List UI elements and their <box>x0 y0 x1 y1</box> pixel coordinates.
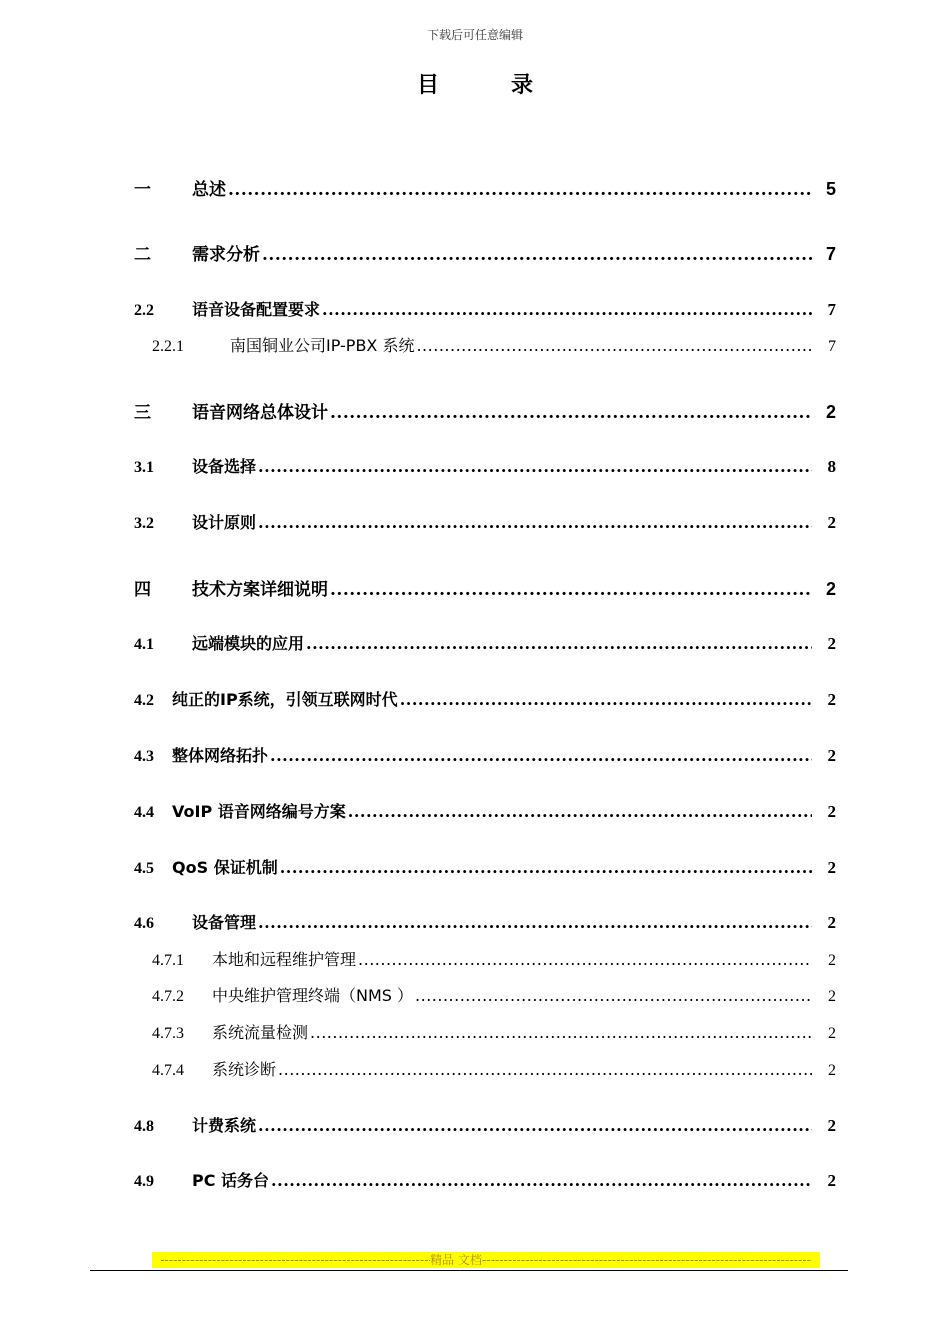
toc-entry-page: 2 <box>827 802 836 821</box>
toc-entry-page: 7 <box>825 244 836 264</box>
toc-entry-subsection-4-7-4[interactable] <box>152 1057 836 1083</box>
toc-leader-dots <box>348 802 812 821</box>
toc-entry-section-3-2[interactable] <box>134 510 836 536</box>
toc-entry-chapter-1[interactable] <box>134 175 836 201</box>
toc-entry-page: 7 <box>828 338 836 355</box>
toc-entry-page: 5 <box>825 179 836 199</box>
toc-entry-number: 四 <box>134 580 151 600</box>
footer-dash-right <box>482 1252 812 1268</box>
footer-rule <box>90 1270 848 1271</box>
toc-leader-dots <box>400 690 812 709</box>
toc-entry-number: 4.7.2 <box>152 988 184 1005</box>
toc-leader-dots <box>415 986 812 1005</box>
toc-entry-text: PC 话务台 <box>192 1171 270 1190</box>
toc-entry-page: 8 <box>827 457 836 476</box>
toc-entry-text: 本地和远程维护管理 <box>212 950 357 969</box>
toc-entry-section-4-3[interactable] <box>134 743 836 769</box>
toc-entry-text: 南国铜业公司IP-PBX 系统 <box>230 336 415 355</box>
toc-leader-dots <box>270 746 812 765</box>
toc-entry-page: 2 <box>827 746 836 765</box>
toc-leader-dots <box>280 858 812 877</box>
toc-entry-subsection-4-7-2[interactable] <box>152 983 836 1009</box>
footer-dash-left <box>160 1252 430 1268</box>
toc-entry-page: 2 <box>828 952 836 969</box>
toc-entry-number: 2.2 <box>134 302 154 319</box>
toc-entry-section-3-1[interactable] <box>134 454 836 480</box>
toc-entry-chapter-2[interactable] <box>134 240 836 266</box>
toc-leader-dots <box>358 950 812 969</box>
toc-entry-number: 4.5 <box>134 860 154 877</box>
toc-entry-text: 系统诊断 <box>212 1060 277 1079</box>
toc-entry-section-4-5[interactable] <box>134 855 836 881</box>
toc-entry-page: 2 <box>827 1171 836 1190</box>
toc-entry-number: 3.1 <box>134 459 154 476</box>
toc-leader-dots <box>322 300 812 319</box>
toc-entry-number: 3.2 <box>134 515 154 532</box>
toc-entry-text: 计费系统 <box>192 1116 257 1135</box>
toc-leader-dots <box>262 245 812 265</box>
toc-entry-text: 系统流量检测 <box>212 1023 309 1042</box>
toc-entry-chapter-3[interactable] <box>134 398 836 424</box>
toc-entry-number: 一 <box>134 180 151 200</box>
toc-entry-number: 4.2 <box>134 692 154 709</box>
toc-entry-page: 2 <box>825 579 836 599</box>
toc-entry-number: 4.9 <box>134 1173 154 1190</box>
toc-entry-text: 总述 <box>192 180 226 200</box>
footer-label: 精品 文档 <box>430 1253 482 1267</box>
toc-leader-dots <box>310 1023 812 1042</box>
toc-title <box>0 68 950 99</box>
toc-entry-text: 整体网络拓扑 <box>172 746 269 765</box>
toc-entry-page: 2 <box>828 1062 836 1079</box>
toc-entry-number: 4.6 <box>134 915 154 932</box>
toc-leader-dots <box>416 336 812 355</box>
toc-entry-number: 4.1 <box>134 636 154 653</box>
toc-entry-number: 二 <box>134 245 151 265</box>
toc-entry-text: VoIP 语音网络编号方案 <box>172 802 346 821</box>
toc-entry-page: 2 <box>827 634 836 653</box>
toc-leader-dots <box>258 1116 812 1135</box>
toc-leader-dots <box>330 403 812 423</box>
toc-entry-section-4-8[interactable] <box>134 1113 836 1139</box>
toc-entry-section-4-9[interactable] <box>134 1168 836 1194</box>
toc-entry-text: 技术方案详细说明 <box>192 580 328 600</box>
toc-entry-page: 2 <box>828 988 836 1005</box>
toc-entry-text: 设备选择 <box>192 457 257 476</box>
toc-title-char-1: 目 <box>416 73 439 98</box>
toc-leader-dots <box>258 913 812 932</box>
toc-entry-section-4-1[interactable] <box>134 631 836 657</box>
toc-entry-page: 2 <box>827 858 836 877</box>
toc-entry-page: 2 <box>827 690 836 709</box>
toc-entry-section-4-4[interactable] <box>134 799 836 825</box>
toc-entry-text: 语音设备配置要求 <box>192 300 321 319</box>
toc-leader-dots <box>228 180 812 200</box>
toc-entry-subsection-4-7-1[interactable] <box>152 947 836 973</box>
toc-entry-number: 4.7.4 <box>152 1062 184 1079</box>
footer-highlight-bar <box>152 1252 820 1268</box>
toc-entry-section-4-6[interactable] <box>134 910 836 936</box>
toc-title-char-2: 录 <box>511 73 534 98</box>
toc-leader-dots <box>306 634 812 653</box>
toc-entry-text: 中央维护管理终端（NMS ） <box>212 986 414 1005</box>
toc-entry-number: 4.7.3 <box>152 1025 184 1042</box>
toc-entry-subsection-2-2-1[interactable] <box>152 333 836 359</box>
toc-entry-number: 4.8 <box>134 1118 154 1135</box>
toc-entry-number: 4.7.1 <box>152 952 184 969</box>
toc-entry-text: QoS 保证机制 <box>172 858 278 877</box>
toc-entry-number: 4.4 <box>134 804 154 821</box>
toc-leader-dots <box>258 457 812 476</box>
toc-entry-text: 语音网络总体设计 <box>192 403 328 423</box>
toc-entry-section-2-2[interactable] <box>134 297 836 323</box>
toc-leader-dots <box>258 513 812 532</box>
toc-entry-page: 2 <box>825 402 836 422</box>
toc-leader-dots <box>330 580 812 600</box>
page-header-note: 下载后可任意编辑 <box>426 28 523 42</box>
toc-entry-text: 设计原则 <box>192 513 257 532</box>
toc-entry-number: 4.3 <box>134 748 154 765</box>
toc-entry-text: 需求分析 <box>192 245 260 265</box>
toc-entry-page: 7 <box>827 300 836 319</box>
toc-entry-number: 三 <box>134 403 151 423</box>
toc-entry-number: 2.2.1 <box>152 338 184 355</box>
toc-entry-text: 纯正的IP系统，引领互联网时代 <box>172 690 398 709</box>
toc-entry-subsection-4-7-3[interactable] <box>152 1020 836 1046</box>
toc-leader-dots <box>278 1060 812 1079</box>
toc-entry-page: 2 <box>828 1025 836 1042</box>
toc-entry-text: 远端模块的应用 <box>192 634 305 653</box>
toc-entry-chapter-4[interactable] <box>134 575 836 601</box>
toc-entry-text: 设备管理 <box>192 913 257 932</box>
toc-leader-dots <box>271 1171 812 1190</box>
toc-entry-page: 2 <box>827 513 836 532</box>
toc-entry-page: 2 <box>827 913 836 932</box>
toc-entry-page: 2 <box>827 1116 836 1135</box>
toc-entry-section-4-2[interactable] <box>134 687 836 713</box>
